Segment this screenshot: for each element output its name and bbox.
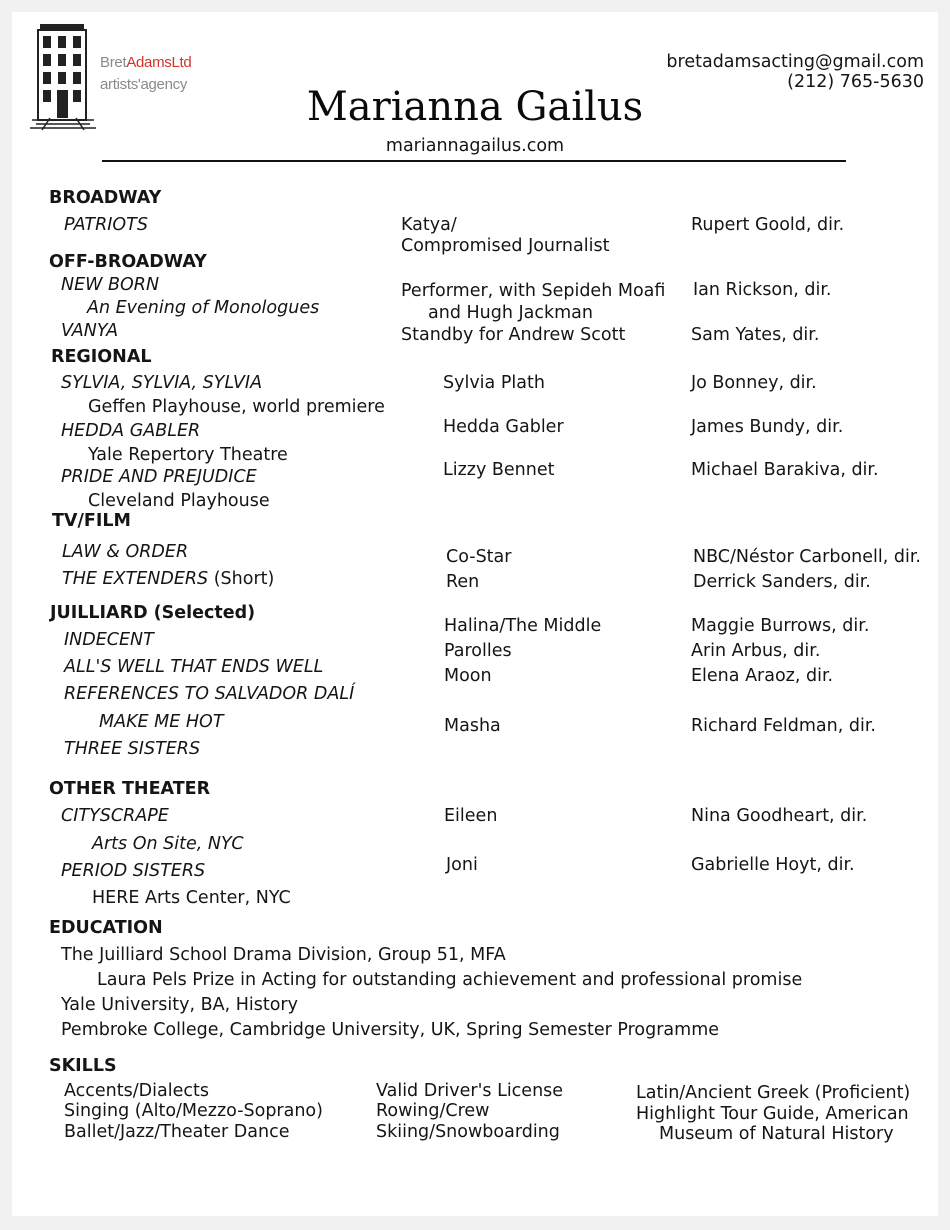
section-heading-education: EDUCATION	[49, 918, 163, 938]
tvfilm-role: Co-Star	[446, 547, 512, 567]
skill-item: Ballet/Jazz/Theater Dance	[64, 1122, 290, 1142]
tvfilm-role: Ren	[446, 572, 480, 592]
other-role: Joni	[446, 855, 478, 875]
contact-email[interactable]: bretadamsacting@gmail.com	[666, 52, 924, 72]
website-link[interactable]: mariannagailus.com	[385, 136, 565, 156]
page-title: Marianna Gailus	[306, 84, 644, 130]
other-venue: Arts On Site, NYC	[92, 834, 244, 854]
education-item: Pembroke College, Cambridge University, UK, Spring Semester Programme	[61, 1020, 720, 1040]
other-show: PERIOD SISTERS	[61, 861, 206, 881]
regional-director: James Bundy, dir.	[691, 417, 844, 437]
section-heading-tvfilm: TV/FILM	[52, 511, 131, 531]
education-award: Laura Pels Prize in Acting for outstanding achievement and professional promise	[97, 970, 803, 990]
juilliard-director: Maggie Burrows, dir.	[691, 616, 870, 636]
regional-venue: Yale Repertory Theatre	[88, 445, 288, 465]
section-heading-broadway: BROADWAY	[49, 188, 162, 208]
section-heading-offbroadway: OFF-BROADWAY	[49, 252, 207, 272]
regional-show: SYLVIA, SYLVIA, SYLVIA	[61, 373, 263, 393]
juilliard-director: Arin Arbus, dir.	[691, 641, 821, 661]
broadway-director: Rupert Goold, dir.	[691, 215, 845, 235]
juilliard-show: REFERENCES TO SALVADOR DALÍ	[64, 684, 355, 704]
regional-role: Sylvia Plath	[443, 373, 545, 393]
juilliard-role: Parolles	[444, 641, 512, 661]
regional-venue: Cleveland Playhouse	[88, 491, 270, 511]
skill-item: Latin/Ancient Greek (Proficient)	[636, 1083, 911, 1103]
regional-show: HEDDA GABLER	[61, 421, 201, 441]
regional-director: Jo Bonney, dir.	[691, 373, 817, 393]
other-director: Gabrielle Hoyt, dir.	[691, 855, 855, 875]
section-heading-regional: REGIONAL	[51, 347, 152, 367]
section-heading-juilliard: JUILLIARD (Selected)	[50, 603, 256, 623]
broadway-show: PATRIOTS	[64, 215, 148, 235]
skill-item: Accents/Dialects	[64, 1081, 209, 1101]
broadway-role: Katya/	[401, 215, 457, 235]
other-director: Nina Goodheart, dir.	[691, 806, 868, 826]
juilliard-show-line2: MAKE ME HOT	[99, 712, 224, 732]
offbroadway-show: NEW BORN	[61, 275, 160, 295]
offbroadway-role: Performer, with Sepideh Moafi	[401, 281, 666, 301]
education-item: Yale University, BA, History	[61, 995, 298, 1015]
regional-role: Hedda Gabler	[443, 417, 564, 437]
juilliard-show: INDECENT	[64, 630, 154, 650]
juilliard-show: THREE SISTERS	[64, 739, 201, 759]
agency-name: BretAdamsLtd	[100, 54, 192, 71]
education-item: The Juilliard School Drama Division, Group 51, MFA	[61, 945, 506, 965]
other-show: CITYSCRAPE	[61, 806, 169, 826]
broadway-role-line2: Compromised Journalist	[401, 236, 610, 256]
skill-item: Skiing/Snowboarding	[376, 1122, 560, 1142]
juilliard-role: Moon	[444, 666, 492, 686]
regional-director: Michael Barakiva, dir.	[691, 460, 879, 480]
tvfilm-director: Derrick Sanders, dir.	[693, 572, 871, 592]
offbroadway-show-subtitle: An Evening of Monologues	[87, 298, 320, 318]
juilliard-show: ALL'S WELL THAT ENDS WELL	[64, 657, 324, 677]
skill-item: Valid Driver's License	[376, 1081, 564, 1101]
regional-role: Lizzy Bennet	[443, 460, 555, 480]
offbroadway-director: Sam Yates, dir.	[691, 325, 820, 345]
skill-item: Museum of Natural History	[659, 1124, 894, 1144]
juilliard-role: Halina/The Middle	[444, 616, 602, 636]
juilliard-role: Masha	[444, 716, 501, 736]
skill-item: Highlight Tour Guide, American	[636, 1104, 909, 1124]
skill-item: Singing (Alto/Mezzo-Soprano)	[64, 1101, 323, 1121]
juilliard-director: Elena Araoz, dir.	[691, 666, 834, 686]
header-divider	[102, 160, 846, 162]
offbroadway-show: VANYA	[61, 321, 119, 341]
contact-phone: (212) 765-5630	[787, 72, 924, 92]
regional-show: PRIDE AND PREJUDICE	[61, 467, 257, 487]
offbroadway-role: Standby for Andrew Scott	[401, 325, 626, 345]
other-venue: HERE Arts Center, NYC	[92, 888, 291, 908]
tvfilm-show: LAW & ORDER	[62, 542, 189, 562]
other-role: Eileen	[444, 806, 498, 826]
regional-venue: Geffen Playhouse, world premiere	[88, 397, 385, 417]
skill-item: Rowing/Crew	[376, 1101, 490, 1121]
section-heading-skills: SKILLS	[49, 1056, 117, 1076]
agency-subtitle: artists'agency	[100, 76, 188, 93]
offbroadway-director: Ian Rickson, dir.	[693, 280, 832, 300]
section-heading-other-theater: OTHER THEATER	[49, 779, 211, 799]
offbroadway-role-line2: and Hugh Jackman	[428, 303, 594, 323]
tvfilm-show: THE EXTENDERS (Short)	[62, 569, 275, 589]
tvfilm-director: NBC/Néstor Carbonell, dir.	[693, 547, 921, 567]
juilliard-director: Richard Feldman, dir.	[691, 716, 876, 736]
